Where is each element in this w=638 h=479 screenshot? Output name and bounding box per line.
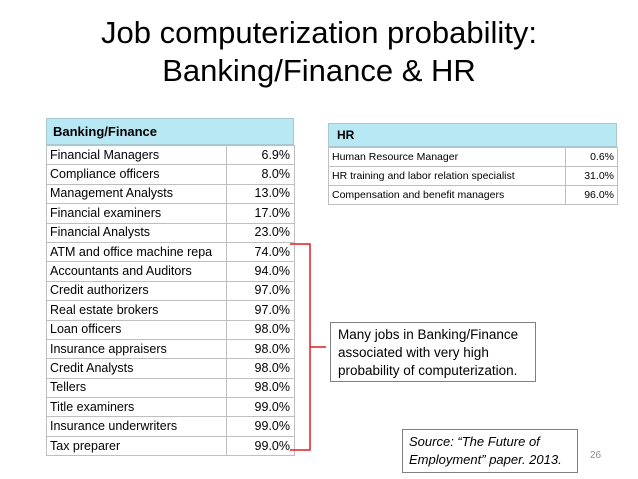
probability-value: 98.0% — [227, 378, 295, 397]
page-number: 26 — [590, 450, 602, 461]
occupation-name: Compliance officers — [47, 165, 227, 184]
table-row — [329, 167, 618, 186]
probability-value: 74.0% — [227, 242, 295, 261]
probability-value: 23.0% — [227, 223, 295, 242]
occupation-name: Credit Analysts — [47, 359, 227, 378]
occupation-name: Tellers — [47, 378, 227, 397]
source-line-1: Source: “The Future of — [409, 434, 540, 449]
table-row — [47, 204, 295, 223]
hr-table — [328, 123, 617, 205]
table-row — [47, 417, 295, 436]
callout-line-3: probability of computerization. — [338, 363, 518, 378]
table-row — [329, 186, 618, 205]
occupation-name: Insurance underwriters — [47, 417, 227, 436]
probability-value: 98.0% — [227, 359, 295, 378]
probability-value: 99.0% — [227, 436, 295, 455]
table-row — [47, 242, 295, 261]
banking-table — [46, 118, 294, 456]
title-line-2: Banking/Finance & HR — [162, 53, 476, 88]
occupation-name: Title examiners — [47, 398, 227, 417]
table-row — [47, 223, 295, 242]
probability-value: 98.0% — [227, 320, 295, 339]
table-row — [47, 320, 295, 339]
occupation-name: ATM and office machine repa — [47, 242, 227, 261]
red-bracket — [288, 238, 328, 460]
probability-value: 94.0% — [227, 262, 295, 281]
occupation-name: Financial examiners — [47, 204, 227, 223]
table-row — [47, 359, 295, 378]
occupation-name: Accountants and Auditors — [47, 262, 227, 281]
occupation-name: Real estate brokers — [47, 301, 227, 320]
banking-table-header: Banking/Finance — [46, 118, 294, 145]
probability-value: 99.0% — [227, 417, 295, 436]
occupation-name: Human Resource Manager — [329, 148, 566, 167]
table-row — [329, 148, 618, 167]
probability-value: 99.0% — [227, 398, 295, 417]
slide-title — [0, 14, 638, 90]
probability-value: 6.9% — [227, 146, 295, 165]
table-row — [47, 281, 295, 300]
probability-value: 98.0% — [227, 339, 295, 358]
table-row — [47, 165, 295, 184]
callout-line-1: Many jobs in Banking/Finance — [338, 327, 519, 342]
title-line-1: Job computerization probability: — [101, 15, 537, 50]
occupation-name: Insurance appraisers — [47, 339, 227, 358]
hr-table-header: HR — [328, 123, 617, 147]
probability-value: 13.0% — [227, 184, 295, 203]
probability-value: 97.0% — [227, 281, 295, 300]
hr-table-body — [329, 148, 618, 205]
callout-line-2: associated with very high — [338, 345, 489, 360]
table-row — [47, 146, 295, 165]
banking-table-body — [47, 146, 295, 456]
occupation-name: HR training and labor relation specialist — [329, 167, 566, 186]
table-row — [47, 398, 295, 417]
occupation-name: Management Analysts — [47, 184, 227, 203]
occupation-name: Loan officers — [47, 320, 227, 339]
table-row — [47, 378, 295, 397]
table-row — [47, 184, 295, 203]
table-row — [47, 262, 295, 281]
probability-value: 31.0% — [566, 167, 618, 186]
table-row — [47, 301, 295, 320]
table-row — [47, 436, 295, 455]
probability-value: 96.0% — [566, 186, 618, 205]
probability-value: 0.6% — [566, 148, 618, 167]
occupation-name: Credit authorizers — [47, 281, 227, 300]
source-line-2: Employment” paper. 2013. — [409, 452, 562, 467]
table-row — [47, 339, 295, 358]
probability-value: 8.0% — [227, 165, 295, 184]
source-box — [402, 429, 578, 473]
callout-box — [330, 322, 536, 382]
occupation-name: Financial Managers — [47, 146, 227, 165]
occupation-name: Financial Analysts — [47, 223, 227, 242]
occupation-name: Tax preparer — [47, 436, 227, 455]
probability-value: 97.0% — [227, 301, 295, 320]
probability-value: 17.0% — [227, 204, 295, 223]
occupation-name: Compensation and benefit managers — [329, 186, 566, 205]
